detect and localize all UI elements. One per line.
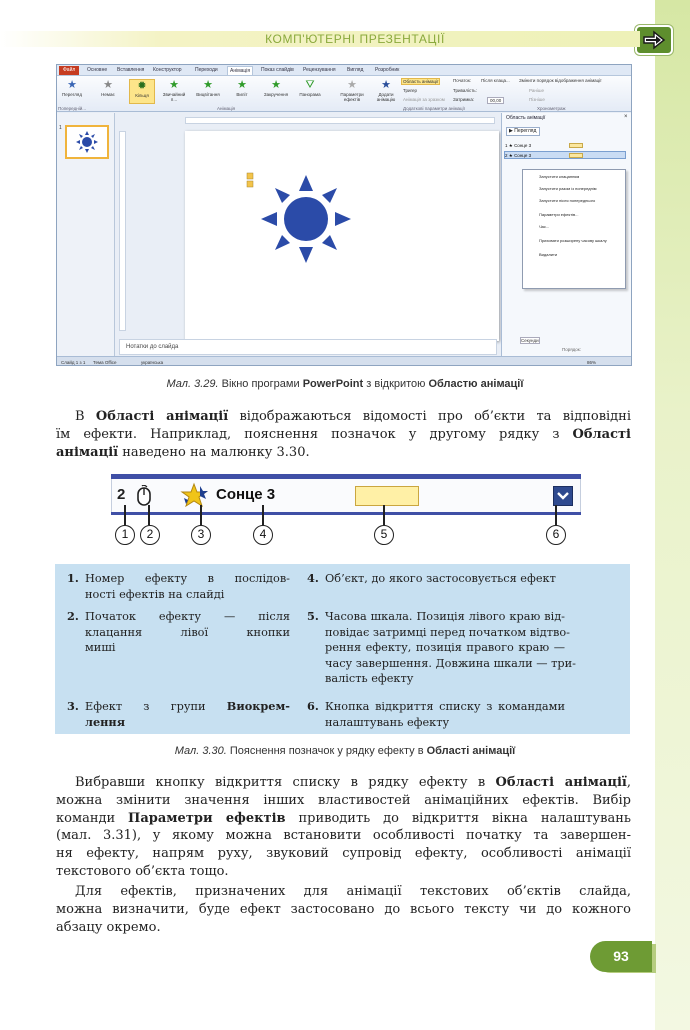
reorder-label: Змінити порядок відображення анімації: [519, 78, 602, 83]
effect-number: 2: [117, 486, 126, 503]
group-label-advanced: Додаткові параметри анімації: [403, 106, 465, 111]
nav-arrow-button[interactable]: [635, 25, 673, 55]
effect-row-bottom-border: [111, 512, 581, 515]
tab-view[interactable]: Вигляд: [347, 67, 364, 73]
page-number: 93: [590, 941, 652, 972]
menu-start-on-click[interactable]: Запустити клацанням: [539, 174, 580, 179]
add-animation-button[interactable]: ★ Додати анімацію: [376, 79, 396, 102]
ribbon-tab-bar: [57, 65, 632, 76]
tab-design[interactable]: Конструктор: [153, 67, 182, 73]
sun-thumbnail-icon: [67, 127, 107, 157]
paragraph-anim-pane-intro: В Області анімації відображаються відомості про об’єкти та відповідні їм ефекти. Наприклад, пояснення позначок у другому рядку з Області анімації наведено на малюнку 3.30.: [56, 409, 632, 460]
effect-wheel-button[interactable]: ✹ Кільця: [129, 79, 155, 104]
sun-shape[interactable]: [185, 131, 499, 341]
slide-thumbnail[interactable]: [65, 125, 109, 159]
emphasis-effect-icon: [180, 482, 210, 510]
move-earlier-button[interactable]: Раніше: [529, 88, 544, 93]
menu-hide-timeline[interactable]: Приховати розширену часову шкалу: [539, 238, 607, 243]
tab-slideshow[interactable]: Показ слайдів: [261, 67, 294, 73]
callout-2: 2: [140, 525, 160, 545]
effect-appear-button[interactable]: ★ Звичайний п...: [162, 79, 186, 102]
tab-developer[interactable]: Розробник: [375, 67, 400, 73]
callout-leader: [262, 505, 264, 525]
tab-insert[interactable]: Вставлення: [117, 67, 145, 73]
paragraph-effect-options: Вибравши кнопку відкриття списку в рядку ефекту в Області анімації, можна змінити значення інших властивостей анімаційних ефектів. Вибір команди Параметри ефектів приводить до відкриття вікна налаштувань (мал. 3.31), у якому можна встановити особливості початку та завершен- ня ефекту, напрям руху, звуковий супровід ефекту, особливості анімації текстового об’єкта тощо.: [56, 775, 632, 879]
callout-leader: [124, 505, 126, 525]
callout-leader: [555, 505, 557, 525]
slide-canvas[interactable]: [185, 131, 499, 341]
callout-leader: [383, 505, 385, 525]
effect-row-illustration: [111, 477, 581, 513]
timeline-bar[interactable]: [569, 153, 583, 158]
tab-animation[interactable]: Анімація: [227, 66, 253, 75]
seconds-select[interactable]: Секунди: [521, 338, 539, 343]
arrow-right-icon: [642, 30, 666, 50]
group-label-timing: Хронометраж: [537, 106, 566, 111]
callout-3: 3: [191, 525, 211, 545]
effect-options-button[interactable]: ★ Параметри ефектів: [340, 79, 364, 102]
effect-dropdown-button[interactable]: [553, 486, 573, 506]
status-language: українська: [141, 360, 164, 365]
effect-timeline-bar[interactable]: [355, 486, 419, 506]
legend-table: 1. Номер ефекту в послідов- ності ефектів на слайді 2. Початок ефекту — після клацання лівої кнопки миші 3. Ефект з групи Виокрем- лення 4. Об’єкт, до якого застосовується ефект 5. Часова шкала. Позиція лівого краю від- повідає затримці перед початком відтво- рення ефекту, позиція правого краю — часу завершення. Довжина шкали — три- валість ефекту 6. Кнопка відкриття списку з командами налаштувань ефекту: [55, 564, 630, 734]
status-bar: [57, 356, 632, 366]
chevron-down-icon: [557, 492, 569, 500]
anim-play-button[interactable]: ▶ Перегляд: [506, 127, 540, 136]
tab-file[interactable]: Файл: [59, 66, 79, 75]
preview-button[interactable]: ★ Перегляд: [62, 79, 82, 97]
notes-pane[interactable]: Нотатки до слайда: [119, 339, 497, 355]
order-label: Порядок:: [562, 347, 581, 352]
delay-label: Затримка:: [453, 97, 475, 102]
menu-start-with-previous[interactable]: Запустити разом із попереднім: [539, 186, 597, 191]
menu-delete[interactable]: Видалити: [539, 252, 558, 257]
page-header-title: КОМП'ЮТЕРНІ ПРЕЗЕНТАЦІЇ: [265, 32, 445, 46]
tab-review[interactable]: Рецензування: [303, 67, 336, 73]
effect-pan-button[interactable]: ⛛ Панорама: [299, 79, 321, 97]
move-later-button[interactable]: Пізніше: [529, 97, 545, 102]
group-label-preview: Попередній...: [58, 106, 86, 111]
effect-fade-button[interactable]: ★ Вицвітання: [196, 79, 220, 97]
effect-none-button[interactable]: ★ Немає: [101, 79, 115, 97]
close-icon[interactable]: ×: [624, 114, 628, 120]
anim-pane-title: Область анімації: [506, 115, 546, 121]
callout-6: 6: [546, 525, 566, 545]
figure-caption-3-30: Мал. 3.30. Пояснення позначок у рядку ефекту в Області анімації: [174, 745, 516, 757]
status-slide: Слайд 1 з 1: [61, 360, 86, 365]
slide-thumbnails-pane: [57, 113, 115, 356]
start-label: Початок:: [453, 78, 472, 83]
anim-effect-row[interactable]: 1 ★ Сонце 3: [504, 141, 626, 149]
thumb-number: 1: [59, 125, 62, 131]
effect-context-menu: [522, 169, 626, 289]
callout-leader: [148, 505, 150, 525]
paragraph-text-effects: Для ефектів, призначених для анімації текстових об’єктів слайда, можна визначити, буде ефект застосовано до всього тексту чи до кожного абзацу окремо.: [56, 884, 631, 935]
horizontal-ruler: [185, 117, 495, 124]
menu-timing[interactable]: Час...: [539, 224, 550, 229]
anim-painter-button[interactable]: Анімація за зразком: [403, 97, 445, 102]
tab-transitions[interactable]: Переходи: [195, 67, 218, 73]
callout-1: 1: [115, 525, 135, 545]
callout-leader: [200, 505, 202, 525]
anim-effect-row-selected[interactable]: 2 ★ Сонце 3: [504, 151, 626, 159]
side-decor-bar: [655, 0, 690, 1030]
status-zoom[interactable]: 86%: [587, 360, 597, 365]
callout-5: 5: [374, 525, 394, 545]
menu-start-after-previous[interactable]: Запустити після попереднього: [539, 198, 596, 203]
effect-fly-button[interactable]: ★ Виліт: [236, 79, 248, 97]
mouse-click-icon: [135, 485, 153, 507]
delay-input[interactable]: 00,00: [487, 97, 504, 104]
duration-label: Тривалість:: [453, 88, 477, 93]
powerpoint-screenshot: [56, 64, 632, 366]
effect-object-name: Сонце 3: [216, 486, 276, 503]
group-label-animation: Анімація: [217, 106, 236, 111]
ribbon: [57, 76, 632, 112]
callout-4: 4: [253, 525, 273, 545]
trigger-button[interactable]: Тригер: [403, 88, 418, 93]
effect-row-top-border: [111, 474, 581, 479]
figure-caption-3-29: Мал. 3.29. Вікно програми PowerPoint з відкритою Областю анімації: [166, 378, 524, 390]
anim-pane-toggle[interactable]: Область анімації: [403, 79, 439, 84]
status-theme: Тема Office: [93, 360, 117, 365]
tab-home[interactable]: Основне: [87, 67, 108, 73]
timeline-bar[interactable]: [569, 143, 583, 148]
menu-effect-options[interactable]: Параметри ефектів...: [539, 212, 579, 217]
vertical-ruler: [119, 131, 126, 331]
start-select[interactable]: Після клаца...: [481, 78, 510, 83]
effect-spin-button[interactable]: ★ Закручення: [263, 79, 289, 97]
animation-pane: [501, 113, 632, 356]
